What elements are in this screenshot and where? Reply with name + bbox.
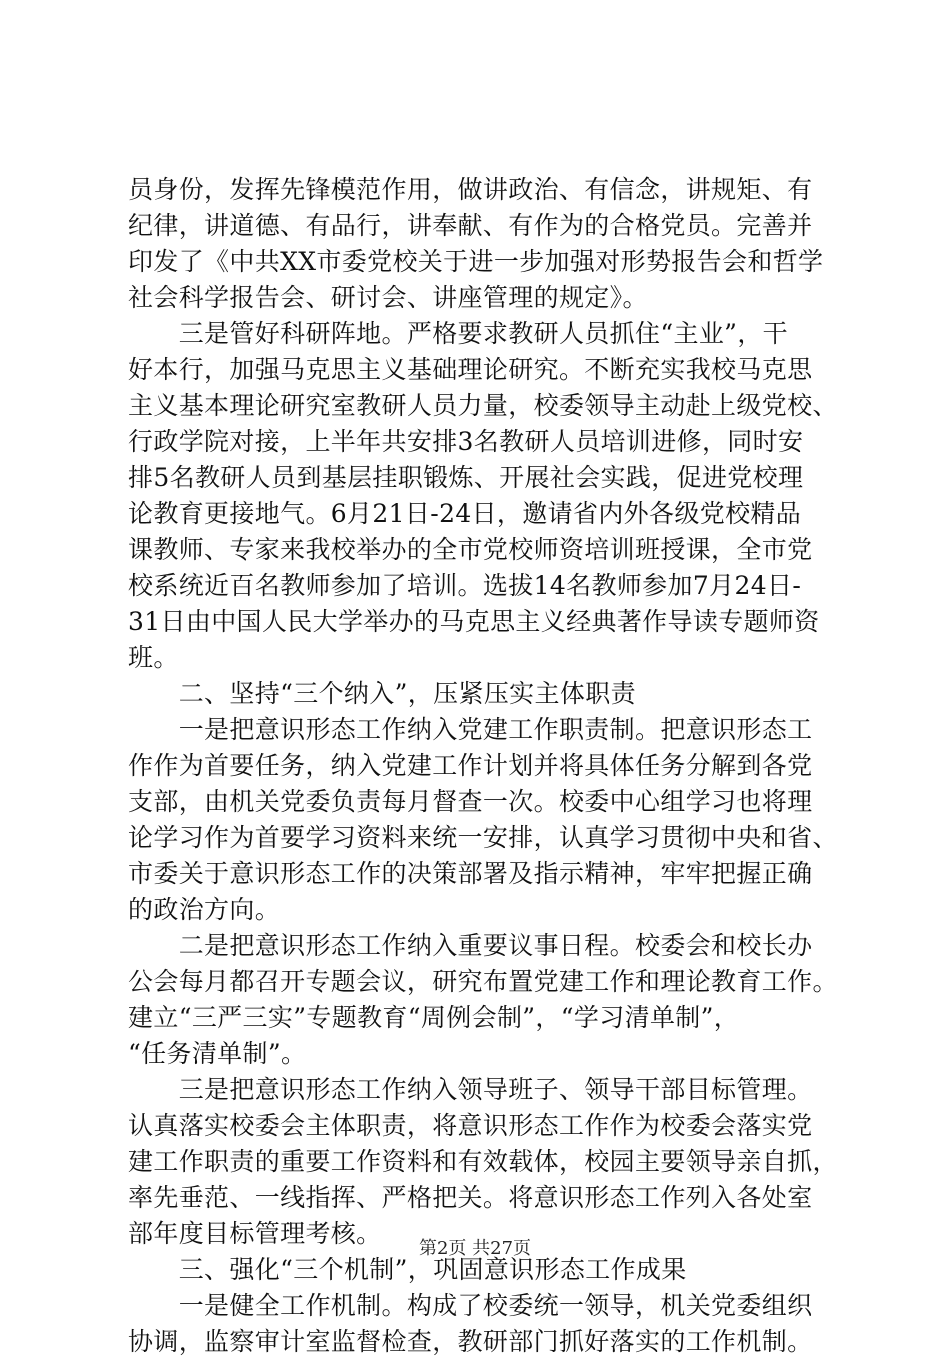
text-line: 印发了《中共XX市委党校关于进一步加强对形势报告会和哲学: [128, 247, 824, 276]
text-line: 三是把意识形态工作纳入领导班子、领导干部目标管理。: [128, 1075, 813, 1104]
text-line: 三是管好科研阵地。严格要求教研人员抓住“主业”，干: [128, 319, 789, 348]
text-line: 班。: [128, 643, 179, 672]
text-line: 市委关于意识形态工作的决策部署及指示精神，牢牢把握正确: [128, 859, 813, 888]
text-line: 好本行，加强马克思主义基础理论研究。不断充实我校马克思: [128, 355, 813, 384]
text-line: “任务清单制”。: [128, 1039, 307, 1068]
text-line: 纪律，讲道德、有品行，讲奉献、有作为的合格党员。完善并: [128, 211, 813, 240]
text-line: 协调，监察审计室监督检查，教研部门抓好落实的工作机制。: [128, 1327, 813, 1356]
document-body: [128, 172, 838, 1360]
text-line: 校系统近百名教师参加了培训。选拔14名教师参加7月24日-: [128, 571, 802, 600]
text-line: 员身份，发挥先锋模范作用，做讲政治、有信念，讲规矩、有: [128, 175, 813, 204]
text-line: 主义基本理论研究室教研人员力量，校委领导主动赴上级党校、: [128, 391, 838, 420]
text-line: 支部，由机关党委负责每月督查一次。校委中心组学习也将理: [128, 787, 813, 816]
text-line: 二是把意识形态工作纳入重要议事日程。校委会和校长办: [128, 931, 813, 960]
text-line: 一是健全工作机制。构成了校委统一领导，机关党委组织: [128, 1291, 813, 1320]
text-line: 31日由中国人民大学举办的马克思主义经典著作导读专题师资: [128, 607, 820, 636]
text-line: 作作为首要任务，纳入党建工作计划并将具体任务分解到各党: [128, 751, 813, 780]
text-line: 率先垂范、一线指挥、严格把关。将意识形态工作列入各处室: [128, 1183, 813, 1212]
text-line: 公会每月都召开专题会议，研究布置党建工作和理论教育工作。: [128, 967, 838, 996]
section-heading: 二、坚持“三个纳入”，压紧压实主体职责: [128, 679, 636, 708]
text-line: 行政学院对接，上半年共安排3名教研人员培训进修，同时安: [128, 427, 804, 456]
text-line: 一是把意识形态工作纳入党建工作职责制。把意识形态工: [128, 715, 813, 744]
text-line: 课教师、专家来我校举办的全市党校师资培训班授课，全市党: [128, 535, 813, 564]
text-line: 的政治方向。: [128, 895, 281, 924]
text-line: 认真落实校委会主体职责，将意识形态工作作为校委会落实党: [128, 1111, 813, 1140]
page-number-footer: 第2页 共27页: [418, 1238, 532, 1259]
text-line: 建立“三严三实”专题教育“周例会制”，“学习清单制”，: [128, 1003, 740, 1032]
text-line: 排5名教研人员到基层挂职锻炼、开展社会实践，促进党校理: [128, 463, 804, 492]
section-heading: 三、强化“三个机制”，巩固意识形态工作成果: [128, 1255, 687, 1284]
text-line: 论学习作为首要学习资料来统一安排，认真学习贯彻中央和省、: [128, 823, 838, 852]
text-line: 建工作职责的重要工作资料和有效载体，校园主要领导亲自抓，: [128, 1147, 838, 1176]
text-line: 论教育更接地气。6月21日-24日，邀请省内外各级党校精品: [128, 499, 802, 528]
text-line: 社会科学报告会、研讨会、讲座管理的规定》。: [128, 283, 648, 312]
text-line: 部年度目标管理考核。: [128, 1219, 382, 1248]
